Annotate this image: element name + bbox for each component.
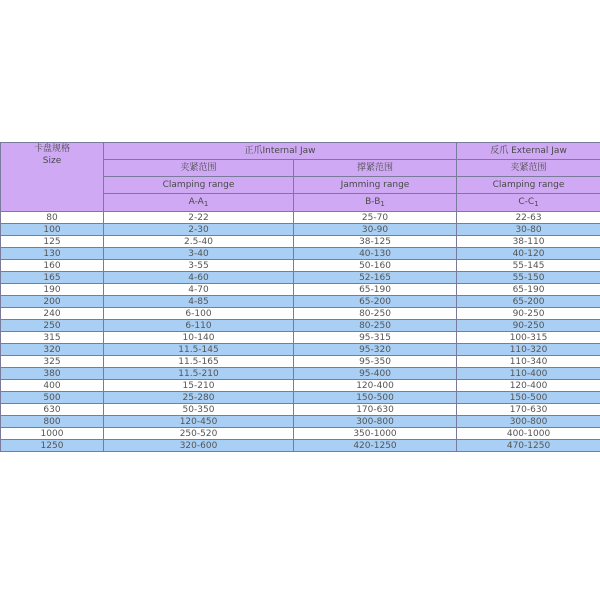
jamming-range-cell: 25-70: [294, 212, 457, 224]
size-cell: 130: [1, 248, 104, 260]
jamming-range-cell: 95-350: [294, 356, 457, 368]
jamming-range-cell: 30-90: [294, 224, 457, 236]
clamping-range-cell: 15-210: [104, 380, 294, 392]
table-row: [1, 404, 600, 416]
clamping-range-cell: 2.5-40: [104, 236, 294, 248]
table-row: [1, 428, 600, 440]
clamping-range-cell: 320-600: [104, 440, 294, 452]
size-cell: 125: [1, 236, 104, 248]
col-c-subscript: 1: [534, 200, 539, 208]
chuck-clamping-range-table: [0, 142, 600, 452]
jamming-range-cell: 150-500: [294, 392, 457, 404]
ext-clamping-range-cell: 120-400: [457, 380, 600, 392]
ext-clamping-range-cn: 夹紧范围: [457, 160, 600, 177]
col-b-subscript: 1: [380, 200, 385, 208]
ext-clamping-range-cell: 110-340: [457, 356, 600, 368]
size-cell: 1000: [1, 428, 104, 440]
jamming-range-cell: 40-130: [294, 248, 457, 260]
jamming-range-cell: 38-125: [294, 236, 457, 248]
jamming-range-cell: 170-630: [294, 404, 457, 416]
clamping-range-cell: 120-450: [104, 416, 294, 428]
clamping-range-cell: 10-140: [104, 332, 294, 344]
size-cell: 400: [1, 380, 104, 392]
clamping-range-cell: 11.5-165: [104, 356, 294, 368]
external-jaw-header: 反爪 External Jaw: [457, 143, 600, 160]
clamping-range-cell: 3-55: [104, 260, 294, 272]
ext-clamping-range-cell: 400-1000: [457, 428, 600, 440]
ext-clamping-range-en: Clamping range: [457, 177, 600, 194]
table-row: [1, 308, 600, 320]
table-row: [1, 224, 600, 236]
clamping-range-cell: 3-40: [104, 248, 294, 260]
ext-clamping-range-cell: 170-630: [457, 404, 600, 416]
ext-clamping-range-cell: 40-120: [457, 248, 600, 260]
table-row: [1, 296, 600, 308]
clamping-range-cell: 11.5-210: [104, 368, 294, 380]
ext-clamping-range-cell: 22-63: [457, 212, 600, 224]
size-cell: 380: [1, 368, 104, 380]
size-cell: 800: [1, 416, 104, 428]
clamping-range-cell: 50-350: [104, 404, 294, 416]
jamming-range-cn: 撑紧范围: [294, 160, 457, 177]
ext-clamping-range-cell: 470-1250: [457, 440, 600, 452]
size-cell: 190: [1, 284, 104, 296]
col-a-header: [104, 194, 294, 212]
table-row: [1, 344, 600, 356]
clamping-range-cell: 2-22: [104, 212, 294, 224]
clamping-range-cell: 2-30: [104, 224, 294, 236]
clamping-range-cell: 25-280: [104, 392, 294, 404]
clamping-range-cell: 6-100: [104, 308, 294, 320]
table-row: [1, 248, 600, 260]
ext-clamping-range-cell: 150-500: [457, 392, 600, 404]
jamming-range-cell: 65-200: [294, 296, 457, 308]
clamping-range-en: Clamping range: [104, 177, 294, 194]
ext-clamping-range-cell: 30-80: [457, 224, 600, 236]
size-cell: 315: [1, 332, 104, 344]
jamming-range-cell: 350-1000: [294, 428, 457, 440]
clamping-range-cn: 夹紧范围: [104, 160, 294, 177]
table-row: [1, 272, 600, 284]
jamming-range-cell: 420-1250: [294, 440, 457, 452]
col-a-subscript: 1: [203, 200, 209, 208]
ext-clamping-range-cell: 300-800: [457, 416, 600, 428]
table-body: [1, 212, 600, 452]
size-cell: 630: [1, 404, 104, 416]
jamming-range-cell: 52-165: [294, 272, 457, 284]
clamping-range-cell: 6-110: [104, 320, 294, 332]
jamming-range-en: Jamming range: [294, 177, 457, 194]
ext-clamping-range-cell: 90-250: [457, 320, 600, 332]
clamping-range-cell: 250-520: [104, 428, 294, 440]
ext-clamping-range-cell: 110-320: [457, 344, 600, 356]
clamping-range-cell: 4-85: [104, 296, 294, 308]
table-row: [1, 392, 600, 404]
ext-clamping-range-cell: 65-200: [457, 296, 600, 308]
size-cell: 240: [1, 308, 104, 320]
clamping-range-cell: 11.5-145: [104, 344, 294, 356]
ext-clamping-range-cell: 110-400: [457, 368, 600, 380]
jamming-range-cell: 95-315: [294, 332, 457, 344]
jamming-range-cell: 65-190: [294, 284, 457, 296]
col-b-symbol: B-B: [365, 197, 381, 207]
size-cell: 1250: [1, 440, 104, 452]
jamming-range-cell: 80-250: [294, 308, 457, 320]
jamming-range-cell: 95-400: [294, 368, 457, 380]
internal-jaw-header: 正爪Internal Jaw: [104, 143, 457, 160]
col-c-header: [457, 194, 600, 212]
size-header-cn: 卡盘规格: [33, 144, 70, 154]
table-row: [1, 284, 600, 296]
table-row: [1, 356, 600, 368]
jamming-range-cell: 80-250: [294, 320, 457, 332]
col-b-header: [294, 194, 457, 212]
ext-clamping-range-cell: 65-190: [457, 284, 600, 296]
size-header-en: Size: [42, 156, 62, 166]
jamming-range-cell: 50-160: [294, 260, 457, 272]
jamming-range-cell: 95-320: [294, 344, 457, 356]
table-row: [1, 260, 600, 272]
col-a-symbol: A-A: [188, 197, 204, 207]
col-c-symbol: C-C: [518, 197, 535, 207]
size-cell: 100: [1, 224, 104, 236]
table-row: [1, 368, 600, 380]
size-cell: 325: [1, 356, 104, 368]
table-row: [1, 212, 600, 224]
ext-clamping-range-cell: 55-145: [457, 260, 600, 272]
size-cell: 500: [1, 392, 104, 404]
size-header: [1, 143, 104, 212]
table-row: [1, 320, 600, 332]
ext-clamping-range-cell: 90-250: [457, 308, 600, 320]
size-cell: 80: [1, 212, 104, 224]
size-cell: 160: [1, 260, 104, 272]
size-cell: 200: [1, 296, 104, 308]
jamming-range-cell: 120-400: [294, 380, 457, 392]
size-cell: 165: [1, 272, 104, 284]
ext-clamping-range-cell: 55-150: [457, 272, 600, 284]
ext-clamping-range-cell: 38-110: [457, 236, 600, 248]
table-row: [1, 236, 600, 248]
clamping-range-cell: 4-70: [104, 284, 294, 296]
table-row: [1, 416, 600, 428]
table-row: [1, 380, 600, 392]
table-row: [1, 332, 600, 344]
size-cell: 320: [1, 344, 104, 356]
ext-clamping-range-cell: 100-315: [457, 332, 600, 344]
clamping-range-cell: 4-60: [104, 272, 294, 284]
size-cell: 250: [1, 320, 104, 332]
table-header: [1, 143, 600, 212]
table-row: [1, 440, 600, 452]
jamming-range-cell: 300-800: [294, 416, 457, 428]
